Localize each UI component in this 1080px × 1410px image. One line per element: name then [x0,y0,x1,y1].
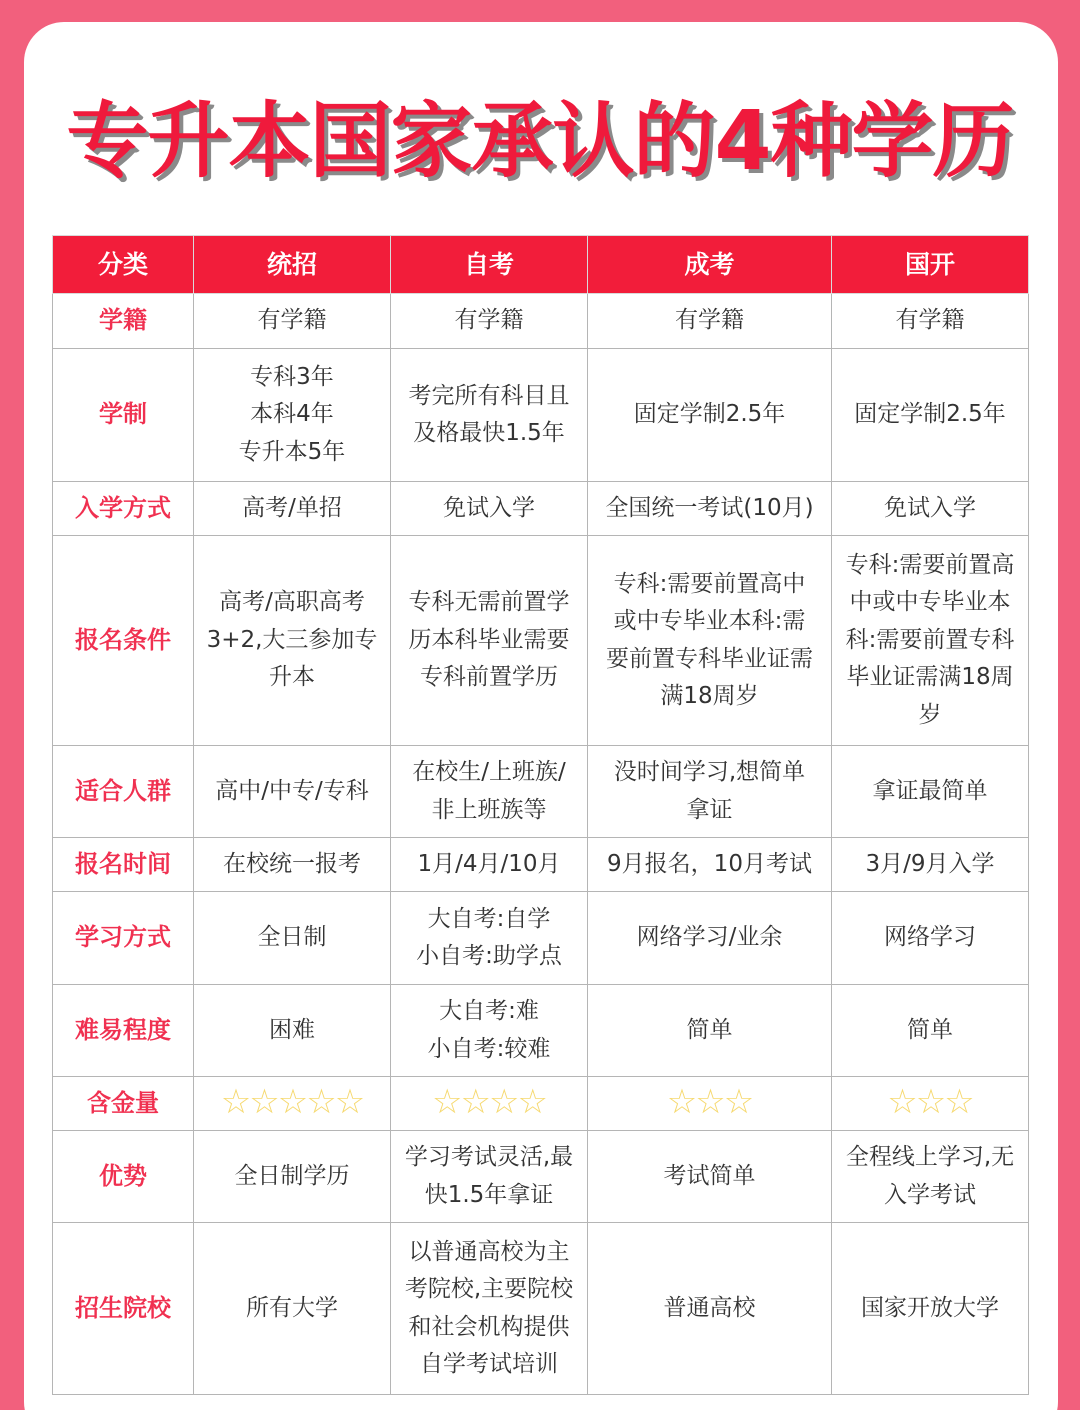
table-row-xuezhi [53,349,1029,482]
cell-text: 考完所有科目且 及格最快1.5年 [408,382,570,446]
star-rating [194,1077,391,1131]
row-label: 适合人群 [53,746,194,838]
row-label: 含金量 [53,1077,194,1131]
cell-text: 免试入学 [884,494,976,521]
row-label: 学籍 [53,294,194,349]
cell-text: 有学籍 [454,307,524,334]
cell-text: 有学籍 [675,307,744,334]
row-label: 入学方式 [53,482,194,536]
star-rating [391,1077,588,1131]
table-cell [588,1131,832,1223]
table-row-zhaosheng-yuanxiao [53,1223,1029,1395]
header-chengkao: 成考 [588,236,832,294]
row-label: 学制 [53,349,194,482]
table-cell [588,1223,832,1395]
table-cell [588,294,832,349]
table-cell [194,536,391,746]
star-rating [588,1077,832,1131]
cell-text: 在校统一报考 [223,850,361,877]
cell-text: 全国统一考试(10月) [605,494,814,521]
table-cell [832,985,1029,1077]
table-row-hanjinliang [53,1077,1029,1131]
row-label: 报名条件 [53,536,194,746]
table-header-row [53,236,1029,294]
star-icons: ☆☆☆☆ [432,1081,546,1122]
row-label: 学习方式 [53,892,194,985]
header-zikao: 自考 [391,236,588,294]
table-cell [391,1223,588,1395]
cell-text: 专科:需要前置高中 或中专毕业本科:需 要前置专科毕业证需 满18周岁 [606,570,813,709]
cell-text: 网络学习 [884,924,976,951]
table-cell [832,349,1029,482]
table-row-baoming-tiaojian [53,536,1029,746]
cell-text: 专科无需前置学 历本科毕业需要 专科前置学历 [408,589,570,691]
row-label: 招生院校 [53,1223,194,1395]
table-cell [832,838,1029,892]
cell-text: 困难 [269,1016,315,1043]
cell-text: 固定学制2.5年 [633,401,786,428]
table-cell [391,985,588,1077]
cell-text: 专科3年 本科4年 专升本5年 [238,363,346,465]
cell-text: 有学籍 [257,307,327,334]
header-tongzhao: 统招 [194,236,391,294]
header-guokai: 国开 [832,236,1029,294]
table-cell [832,536,1029,746]
cell-text: 3月/9月入学 [865,850,995,877]
cell-text: 高考/高职高考 3+2,大三参加专 升本 [206,589,378,691]
table-cell [588,985,832,1077]
cell-text: 国家开放大学 [861,1294,999,1321]
table-cell [391,294,588,349]
cell-text: 考试简单 [663,1162,756,1189]
star-icons: ☆☆☆ [666,1081,753,1122]
cell-text: 以普通高校为主 考院校,主要院校 和社会机构提供 自学考试培训 [404,1238,574,1377]
cell-text: 高中/中专/专科 [215,777,369,804]
table-cell [832,1131,1029,1223]
cell-text: 没时间学习,想简单 拿证 [613,759,806,823]
cell-text: 全程线上学习,无 入学考试 [845,1144,1015,1208]
cell-text: 网络学习/业余 [636,924,783,951]
table-cell [194,838,391,892]
table-cell [832,482,1029,536]
cell-text: 简单 [686,1016,733,1043]
cell-text: 全日制 [257,924,327,951]
star-icons: ☆☆☆ [887,1081,973,1122]
table-cell [391,349,588,482]
table-cell [588,746,832,838]
table-cell [588,536,832,746]
cell-text: 1月/4月/10月 [417,850,561,877]
table-row-youshi [53,1131,1029,1223]
page-title: 专升本国家承认的4种学历 [66,94,1014,189]
table-row-ruxue-fangshi [53,482,1029,536]
table-cell [391,746,588,838]
cell-text: 大自考:自学 小自考:助学点 [416,905,562,969]
table-cell [391,536,588,746]
table-cell [588,482,832,536]
table-cell [194,294,391,349]
table-cell [194,482,391,536]
table-cell [832,1223,1029,1395]
cell-text: 学习考试灵活,最 快1.5年拿证 [404,1144,574,1208]
table-cell [391,1131,588,1223]
comparison-table [52,235,1029,1395]
cell-text: 免试入学 [443,494,535,521]
cell-text: 有学籍 [895,307,965,334]
row-label: 报名时间 [53,838,194,892]
table-body [53,294,1029,1395]
table-cell [391,838,588,892]
cell-text: 固定学制2.5年 [854,401,1006,428]
table-cell [832,746,1029,838]
table-cell [194,985,391,1077]
table-cell [194,1131,391,1223]
table-cell [588,838,832,892]
cell-text: 高考/单招 [242,494,342,521]
table-row-baoming-shijian [53,838,1029,892]
table-cell [194,1223,391,1395]
row-label: 优势 [53,1131,194,1223]
cell-text: 大自考:难 小自考:较难 [427,998,551,1062]
table-row-xuexi-fangshi [53,892,1029,985]
table-cell [194,349,391,482]
row-label: 难易程度 [53,985,194,1077]
table-cell [391,892,588,985]
table-cell [588,349,832,482]
star-rating [832,1077,1029,1131]
star-icons: ☆☆☆☆☆ [220,1081,364,1122]
table-row-nanyi-chengdu [53,985,1029,1077]
table-cell [194,746,391,838]
cell-text: 所有大学 [246,1294,338,1321]
cell-text: 拿证最简单 [872,777,988,804]
table-cell [194,892,391,985]
header-category: 分类 [53,236,194,294]
table-cell [832,892,1029,985]
cell-text: 普通高校 [663,1294,756,1321]
cell-text: 全日制学历 [234,1162,350,1189]
cell-text: 专科:需要前置高 中或中专毕业本 科:需要前置专科 毕业证需满18周 岁 [845,551,1015,728]
cell-text: 简单 [907,1016,953,1043]
table-row-xueji [53,294,1029,349]
cell-text: 在校生/上班族/ 非上班族等 [412,759,566,823]
table-cell [391,482,588,536]
table-cell [832,294,1029,349]
table-row-shihe-renqun [53,746,1029,838]
cell-text: 9月报名，10月考试 [607,850,812,877]
table-cell [588,892,832,985]
